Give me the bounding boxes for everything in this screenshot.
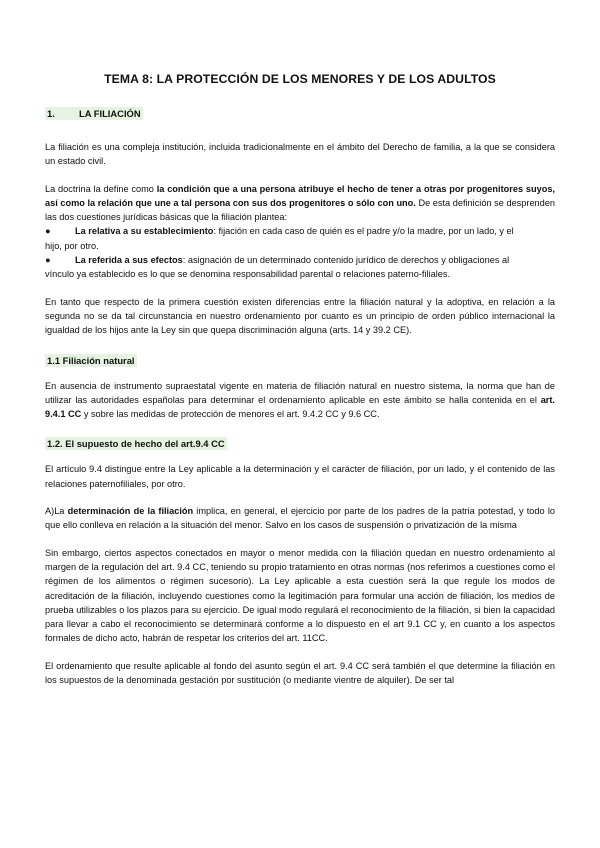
doctrina-intro: La doctrina la define como [45, 183, 157, 194]
article-reference: art. 9.4.1 CC [45, 394, 555, 420]
bullet-continuation: hijo, por otro. [45, 240, 99, 251]
bullet-continuation: vínculo ya establecido es lo que se denomina responsabilidad parental o relaciones paterno-filiales. [45, 269, 451, 280]
paragraph-doctrina [45, 182, 555, 225]
paragraph-ordenamiento: El ordenamiento que resulte aplicable al fondo del asunto según el art. 9.4 CC será también el que determine la filiación en los supuestos de la denominada gestación por sustitución (o mediante vientre de alquiler). De ser tal [45, 660, 555, 686]
bullet-text: : fijación en cada caso de quién es el padre y/o la madre, por un lado, y el [213, 226, 514, 237]
section-number: 1. [47, 108, 55, 119]
bullet-marker: ● [45, 226, 51, 237]
bullet-item-efectos [45, 253, 555, 267]
determinacion-term: determinación de la filiación [67, 506, 194, 517]
doctrina-definicion: la condición que a una persona atribuye el hecho de tener a otras por progenitores suyos, así como la relación que une a tal persona con sus dos progenitores o sólo con uno. [45, 183, 555, 208]
bullet-title: La referida a sus efectos [75, 255, 183, 266]
section-heading-filiacion-natural: 1.1 Filiación natural [47, 354, 135, 366]
bullet-item-establecimiento [45, 224, 555, 238]
section-heading-filiacion [45, 107, 143, 120]
section-heading-supuesto-hecho: 1.2. El supuesto de hecho del art.9.4 CC [47, 438, 225, 450]
paragraph-articulo-9-4: El artículo 9.4 distingue entre la Ley aplicable a la determinación y el carácter de filiación, por un lado, y el contenido de las relaciones paternofiliales, por otro. [45, 464, 555, 489]
bullet-text: : asignación de un determinado contenido jurídico de derechos y obligaciones al [182, 255, 510, 266]
paragraph-filiacion-natural: En ausencia de instrumento supraestatal vigente en materia de filiación natural en nuestro sistema, la norma que han de utilizar las autoridades españolas para determinar el ordenamiento aplicable en este ámbito se halla contenida en el art. 9.4.1 CC y sobre las medidas de protección de menores el art. 9.4.2 CC y 9.6 CC. [45, 380, 555, 420]
page-title: TEMA 8: LA PROTECCIÓN DE LOS MENORES Y DE LOS ADULTOS [104, 72, 496, 86]
bullet-marker: ● [45, 255, 51, 266]
section-label: LA FILIACIÓN [79, 108, 141, 119]
bullet-title: La relativa a su establecimiento [75, 226, 214, 237]
paragraph-determinacion: A)La determinación de la filiación implica, en general, el ejercicio por parte de los padres de la patria potestad, y todo lo que ello conlleva en relación a la situación del menor. Salvo en los casos de suspensión o privatización de la misma [45, 506, 555, 531]
paragraph-diferencias: En tanto que respecto de la primera cuestión existen diferencias entre la filiación natural y la adoptiva, en relación a la segunda no se da tal circunstancia en nuestro ordenamiento por cuanto es un principio de orden público internacional la igualdad de los hijos ante la Ley sin que quepa discriminación alguna (arts. 14 y 39.2 CE). [45, 296, 555, 336]
doctrina-continuacion: De esta definición se desprenden las dos cuestiones jurídicas básicas que la filiación plantea: [45, 197, 555, 223]
paragraph-definicion-filiacion: La filiación es una compleja institución, incluida tradicionalmente en el ámbito del Derecho de familia, a la que se considera un estado civil. [45, 142, 555, 167]
paragraph-sin-embargo: Sin embargo, ciertos aspectos conectados en mayor o menor medida con la filiación quedan en nuestro ordenamiento al margen de la regulación del art. 9.4 CC, teniendo su propio tratamiento en otras normas (nos referimos a cuestiones como el régimen de los alimentos o régimen sucesorio). La Ley aplicable a esta cuestión será la que regule los modos de acreditación de la filiación, incluyendo cuestiones como la legitimación para formular una acción de filiación, los medios de prueba utilizables o los plazos para su ejercicio. De igual modo regulará el reconocimiento de la filiación, si bien la capacidad para llevar a cabo el reconocimiento se determinará conforme a lo dispuesto en el art 9.1 CC y, en cuanto a los aspectos formales de dicho acto, habrán de respetar los criterios del art. 11CC. [45, 547, 555, 644]
